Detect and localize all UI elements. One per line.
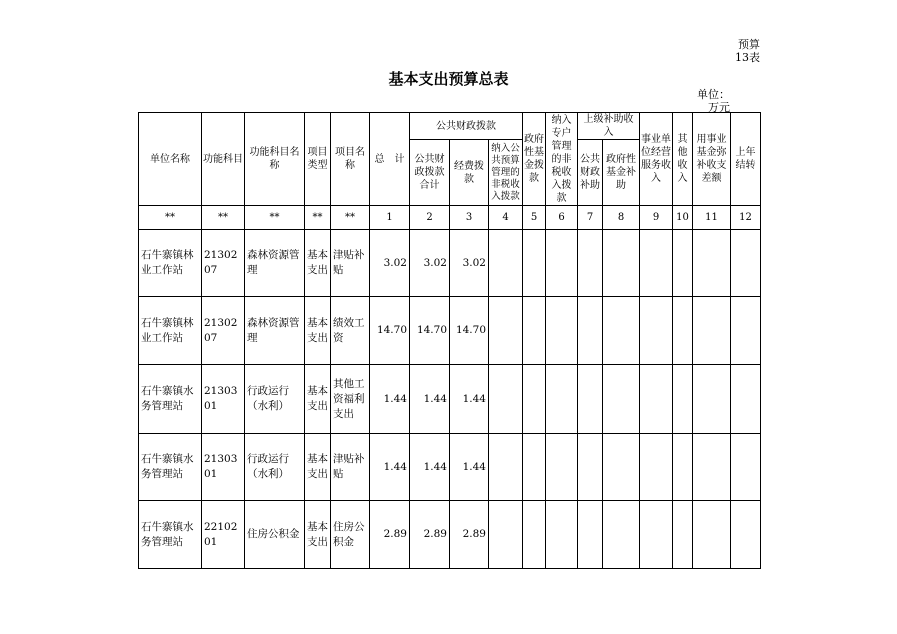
empty-cell bbox=[603, 434, 640, 501]
pf-subtotal-cell: 1.44 bbox=[410, 434, 450, 501]
item-name-cell: 住房公积金 bbox=[331, 501, 370, 569]
pf-subtotal-cell: 1.44 bbox=[410, 365, 450, 434]
header-sup-gov-fund: 政府性基金补助 bbox=[603, 140, 640, 206]
empty-cell bbox=[731, 365, 761, 434]
empty-cell bbox=[673, 297, 693, 365]
empty-cell bbox=[546, 365, 578, 434]
header-item-type: 项目类型 bbox=[305, 113, 331, 206]
header-superior-subsidy: 上级补助收入 bbox=[578, 113, 640, 140]
empty-cell bbox=[546, 434, 578, 501]
empty-cell bbox=[603, 297, 640, 365]
item-name-cell: 津贴补贴 bbox=[331, 434, 370, 501]
page-title: 基本支出预算总表 bbox=[388, 70, 509, 88]
empty-cell bbox=[578, 297, 603, 365]
pf-operating-cell: 3.02 bbox=[450, 230, 489, 297]
item-type-cell: 基本支出 bbox=[305, 501, 331, 569]
empty-cell bbox=[731, 297, 761, 365]
func-code-cell: 2130207 bbox=[202, 297, 245, 365]
header-func-name: 功能科目名称 bbox=[245, 113, 305, 206]
func-code-cell: 2130301 bbox=[202, 365, 245, 434]
empty-cell bbox=[640, 365, 673, 434]
index-cell: ** bbox=[245, 206, 305, 230]
item-name-cell: 其他工资福利支出 bbox=[331, 365, 370, 434]
empty-cell bbox=[489, 434, 523, 501]
header-unit-name: 单位名称 bbox=[139, 113, 202, 206]
empty-cell bbox=[578, 501, 603, 569]
total-cell: 1.44 bbox=[370, 365, 410, 434]
pf-operating-cell: 2.89 bbox=[450, 501, 489, 569]
func-name-cell: 住房公积金 bbox=[245, 501, 305, 569]
index-cell: ** bbox=[202, 206, 245, 230]
budget-table bbox=[138, 112, 761, 569]
func-code-cell: 2130207 bbox=[202, 230, 245, 297]
total-cell: 3.02 bbox=[370, 230, 410, 297]
item-type-cell: 基本支出 bbox=[305, 297, 331, 365]
table-row bbox=[139, 434, 761, 501]
header-carryover: 上年结转 bbox=[731, 113, 761, 206]
func-name-cell: 森林资源管理 bbox=[245, 230, 305, 297]
index-cell: 4 bbox=[489, 206, 523, 230]
empty-cell bbox=[546, 297, 578, 365]
header-gov-fund: 政府性基金拨款 bbox=[523, 113, 546, 206]
empty-cell bbox=[673, 230, 693, 297]
index-cell: 7 bbox=[578, 206, 603, 230]
table-row bbox=[139, 365, 761, 434]
index-cell: 12 bbox=[731, 206, 761, 230]
pf-subtotal-cell: 2.89 bbox=[410, 501, 450, 569]
empty-cell bbox=[523, 297, 546, 365]
index-cell: ** bbox=[331, 206, 370, 230]
empty-cell bbox=[603, 501, 640, 569]
header-special-nontax: 纳入专户管理的非税收入拨款 bbox=[546, 113, 578, 206]
index-cell: 1 bbox=[370, 206, 410, 230]
empty-cell bbox=[673, 501, 693, 569]
empty-cell bbox=[673, 434, 693, 501]
empty-cell bbox=[640, 297, 673, 365]
empty-cell bbox=[578, 365, 603, 434]
index-cell: ** bbox=[139, 206, 202, 230]
index-cell: 2 bbox=[410, 206, 450, 230]
table-row bbox=[139, 501, 761, 569]
item-type-cell: 基本支出 bbox=[305, 230, 331, 297]
table-row bbox=[139, 297, 761, 365]
index-cell: 5 bbox=[523, 206, 546, 230]
header-pf-nontax: 纳入公共预算管理的非税收入拨款 bbox=[489, 140, 523, 206]
empty-cell bbox=[578, 230, 603, 297]
pf-operating-cell: 14.70 bbox=[450, 297, 489, 365]
empty-cell bbox=[523, 501, 546, 569]
index-cell: 11 bbox=[693, 206, 731, 230]
index-cell: 6 bbox=[546, 206, 578, 230]
unit-name-cell: 石牛寨镇水务管理站 bbox=[139, 501, 202, 569]
empty-cell bbox=[489, 297, 523, 365]
func-name-cell: 行政运行（水利） bbox=[245, 434, 305, 501]
empty-cell bbox=[693, 297, 731, 365]
empty-cell bbox=[693, 230, 731, 297]
total-cell: 14.70 bbox=[370, 297, 410, 365]
unit-name-cell: 石牛寨镇水务管理站 bbox=[139, 434, 202, 501]
item-type-cell: 基本支出 bbox=[305, 365, 331, 434]
pf-operating-cell: 1.44 bbox=[450, 434, 489, 501]
header-fund-balance: 用事业基金弥补收支差额 bbox=[693, 113, 731, 206]
index-row bbox=[139, 206, 761, 230]
index-cell: 10 bbox=[673, 206, 693, 230]
unit-label: 单位：万元 bbox=[697, 88, 730, 114]
index-cell: 8 bbox=[603, 206, 640, 230]
header-other-income: 其他收入 bbox=[673, 113, 693, 206]
empty-cell bbox=[640, 434, 673, 501]
empty-cell bbox=[693, 434, 731, 501]
item-type-cell: 基本支出 bbox=[305, 434, 331, 501]
total-cell: 2.89 bbox=[370, 501, 410, 569]
item-name-cell: 绩效工资 bbox=[331, 297, 370, 365]
table-row bbox=[139, 230, 761, 297]
index-cell: 9 bbox=[640, 206, 673, 230]
func-name-cell: 森林资源管理 bbox=[245, 297, 305, 365]
empty-cell bbox=[546, 230, 578, 297]
pf-operating-cell: 1.44 bbox=[450, 365, 489, 434]
index-cell: ** bbox=[305, 206, 331, 230]
empty-cell bbox=[731, 230, 761, 297]
index-cell: 3 bbox=[450, 206, 489, 230]
empty-cell bbox=[546, 501, 578, 569]
pf-subtotal-cell: 3.02 bbox=[410, 230, 450, 297]
empty-cell bbox=[640, 501, 673, 569]
pf-subtotal-cell: 14.70 bbox=[410, 297, 450, 365]
empty-cell bbox=[693, 365, 731, 434]
empty-cell bbox=[523, 365, 546, 434]
header-pf-subtotal: 公共财政拨款合计 bbox=[410, 140, 450, 206]
form-number: 预算13表 bbox=[735, 38, 760, 64]
unit-name-cell: 石牛寨镇林业工作站 bbox=[139, 230, 202, 297]
func-code-cell: 2210201 bbox=[202, 501, 245, 569]
empty-cell bbox=[603, 365, 640, 434]
header-sup-public: 公共财政补助 bbox=[578, 140, 603, 206]
header-func-code: 功能科目 bbox=[202, 113, 245, 206]
empty-cell bbox=[523, 230, 546, 297]
header-business-income: 事业单位经营服务收入 bbox=[640, 113, 673, 206]
empty-cell bbox=[489, 501, 523, 569]
empty-cell bbox=[731, 501, 761, 569]
unit-name-cell: 石牛寨镇林业工作站 bbox=[139, 297, 202, 365]
unit-name-cell: 石牛寨镇水务管理站 bbox=[139, 365, 202, 434]
empty-cell bbox=[640, 230, 673, 297]
func-name-cell: 行政运行（水利） bbox=[245, 365, 305, 434]
empty-cell bbox=[603, 230, 640, 297]
empty-cell bbox=[731, 434, 761, 501]
empty-cell bbox=[489, 230, 523, 297]
empty-cell bbox=[489, 365, 523, 434]
header-total: 总 计 bbox=[370, 113, 410, 206]
header-pf-operating: 经费拨款 bbox=[450, 140, 489, 206]
empty-cell bbox=[578, 434, 603, 501]
empty-cell bbox=[693, 501, 731, 569]
item-name-cell: 津贴补贴 bbox=[331, 230, 370, 297]
total-cell: 1.44 bbox=[370, 434, 410, 501]
empty-cell bbox=[673, 365, 693, 434]
header-item-name: 项目名称 bbox=[331, 113, 370, 206]
empty-cell bbox=[523, 434, 546, 501]
func-code-cell: 2130301 bbox=[202, 434, 245, 501]
header-public-finance: 公共财政拨款 bbox=[410, 113, 523, 140]
